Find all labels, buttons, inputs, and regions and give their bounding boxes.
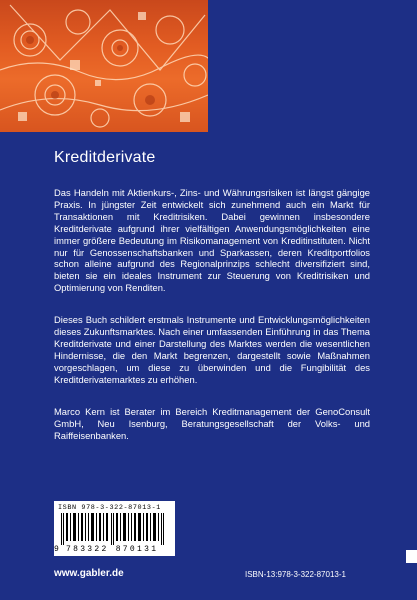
barcode-digits: 783322 870131 (66, 545, 159, 554)
barcode (54, 501, 175, 556)
content-paragraph: Dieses Buch schildert erstmals Instrumente und Entwicklungsmöglichkeiten dieses Zukunftsmarktes. Nach einer umfassenden Einführung in das Thema Kreditderivate und einer Darstellung des Marktes werden die wesentlichen Hindernisse, die den Markt begrenzen, dargestellt sowie Maßnahmen vorgeschlagen, um diese zu überwinden und die Fungibilität des Kreditderivatemarktes zu erhöhen. (54, 314, 370, 385)
barcode-bars (61, 513, 169, 545)
isbn-footer: ISBN-13:978-3-322-87013-1 (245, 570, 346, 579)
publisher-url-link[interactable]: www.gabler.de (54, 568, 124, 579)
author-bio-paragraph: Marco Kern ist Berater im Bereich Kreditmanagement der GenoConsult GmbH, Neu Isenburg, Beratungsgesellschaft der Volks- und Raiffeisenbanken. (54, 406, 370, 441)
book-title: Kreditderivate (54, 149, 156, 166)
decorative-pattern (0, 0, 208, 132)
barcode-isbn-label: ISBN 978-3-322-87013-1 (58, 504, 161, 512)
cover-banner-image (0, 0, 208, 132)
barcode-first-digit: 9 (54, 545, 59, 554)
description-paragraph: Das Handeln mit Aktienkurs-, Zins- und Währungsrisiken ist längst gängige Praxis. In jüngster Zeit entwickelt sich zunehmend auch ein Markt für Transaktionen mit Kreditrisiken. Dabei gewinnen insbesondere Kreditderivate aufgrund ihrer vielfältigen Anwendungsmöglichkeiten eine immer größere Bedeutung im Risikomanagement von Kreditinstituten. Nicht nur für Genossenschaftsbanken und Sparkassen, deren Kreditportfolios schon alleine aufgrund des Regionalprinzips schlecht diversifiziert sind, bieten sie ein ideales Instrument zur Steuerung von Kreditrisiken und Optimierung von Renditen. (54, 187, 370, 294)
edge-marker (406, 550, 417, 563)
